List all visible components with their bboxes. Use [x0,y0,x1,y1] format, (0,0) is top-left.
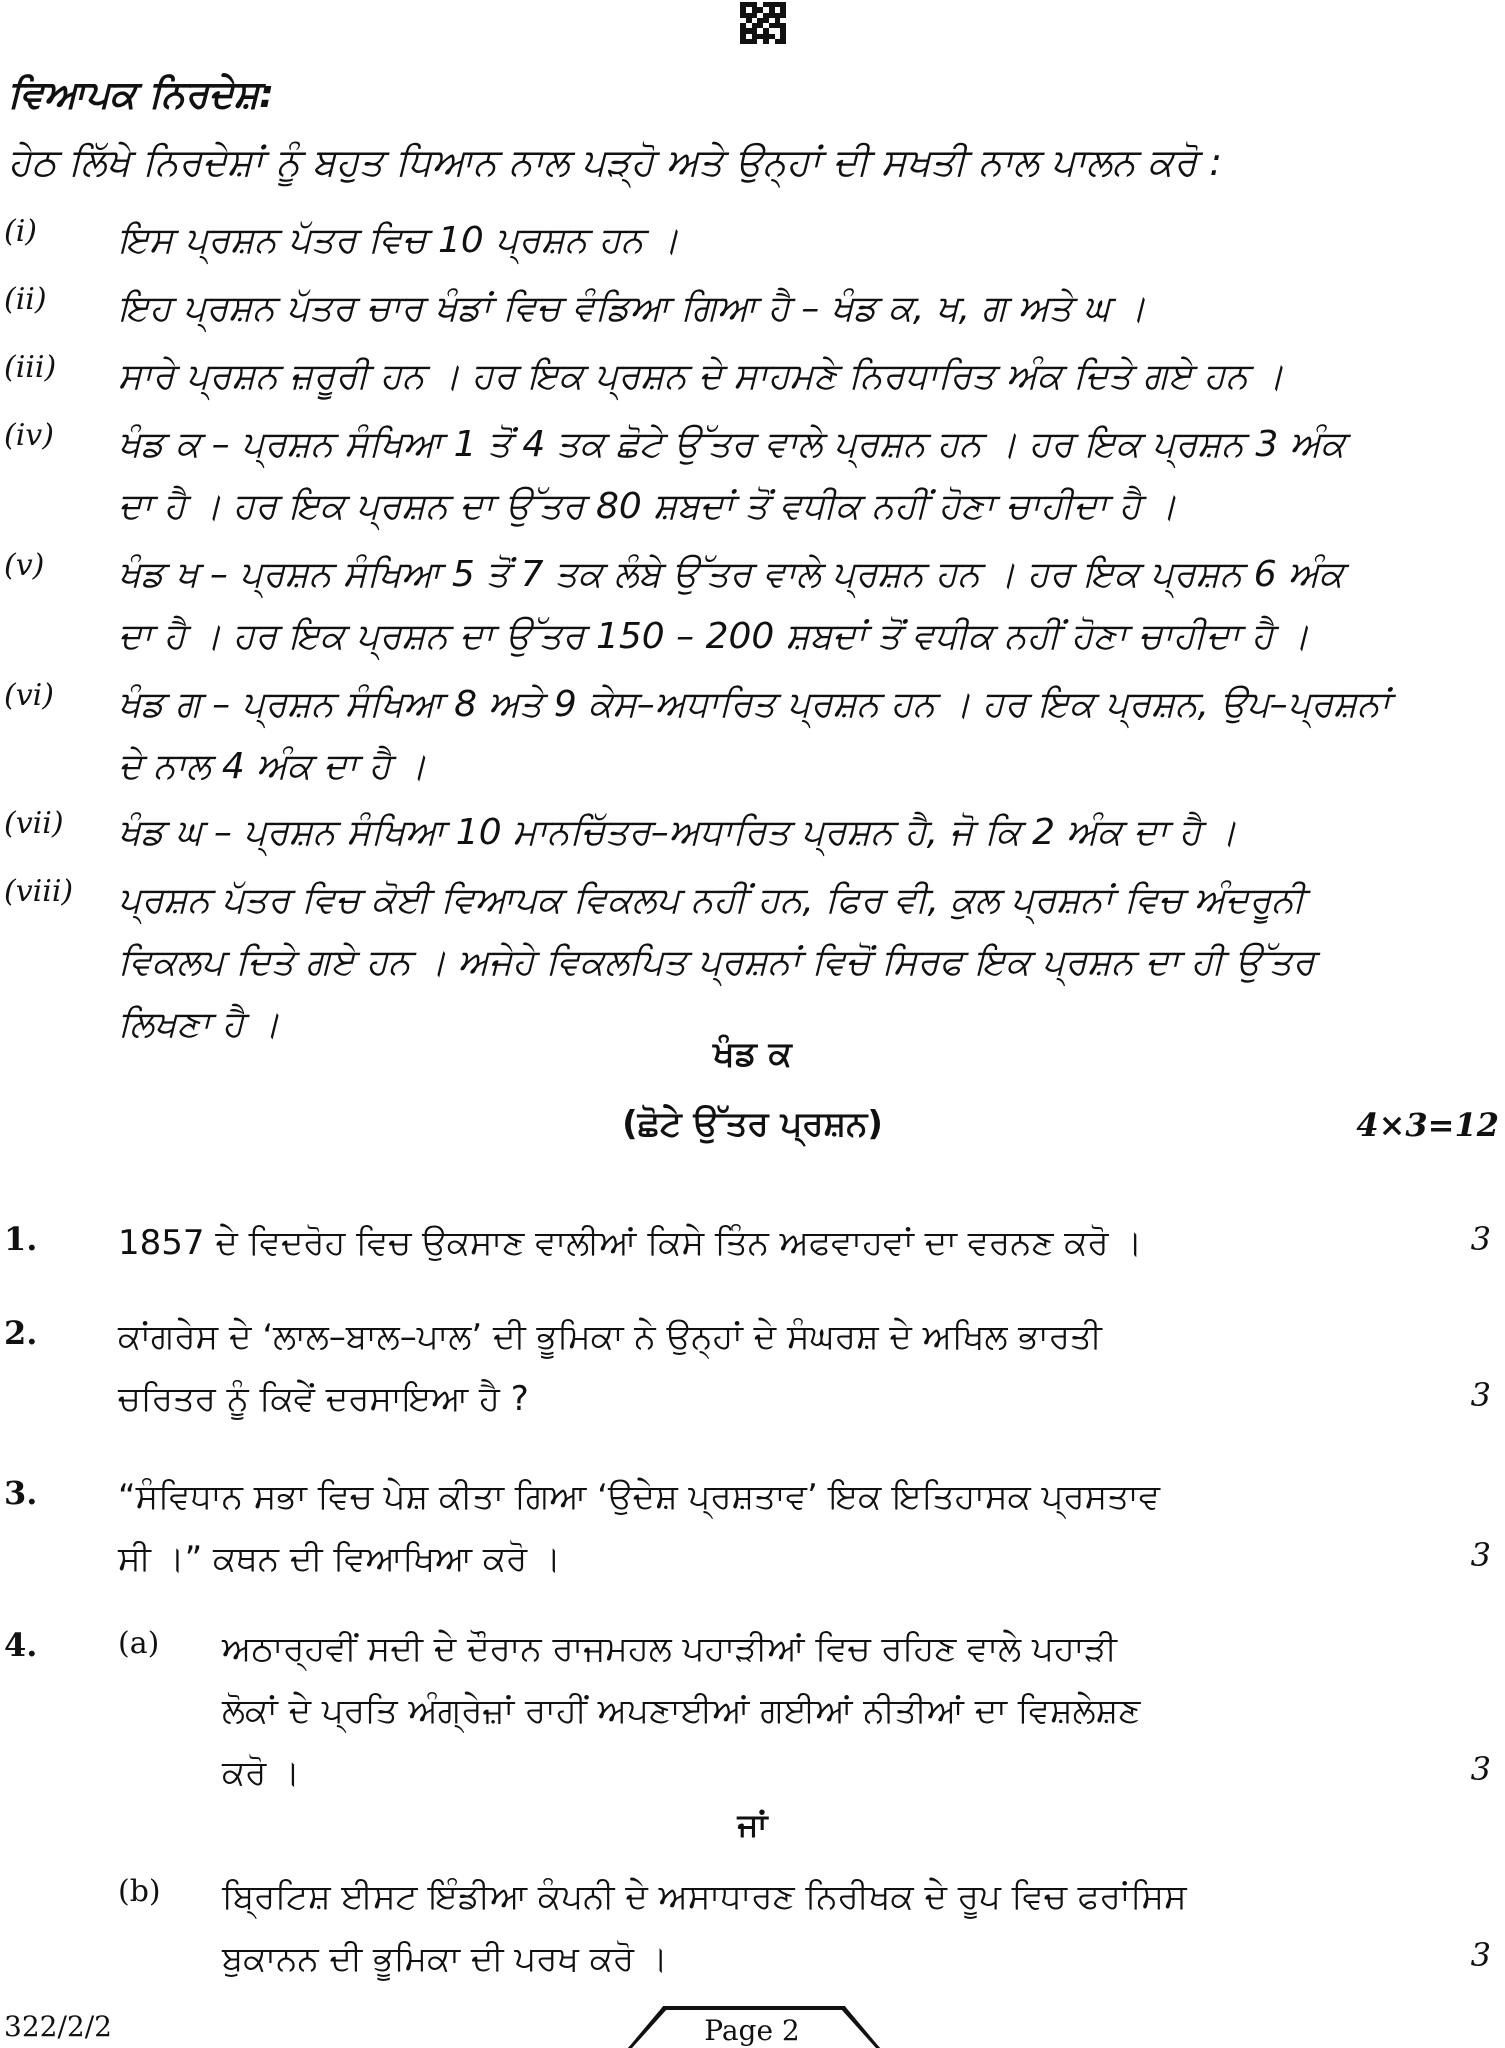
question-number: 3. [4,1474,38,1512]
page-number: Page 2 [704,2014,800,2047]
or-separator: ਜਾਂ [737,1806,768,1844]
subquestion-label: (a) [118,1626,160,1661]
subquestion-text: ਅਠਾਰ੍ਹਵੀਂ ਸਦੀ ਦੇ ਦੌਰਾਨ ਰਾਜਮਹਲ ਪਹਾੜੀਆਂ ਵਿਚ ਰਹਿਣ ਵਾਲੇ ਪਹਾੜੀ ਲੋਕਾਂ ਦੇ ਪ੍ਰਤਿ ਅੰਗ੍ਰੇਜ਼ਾਂ ਰਾਹੀਂ ਅਪਣਾਈਆਂ ਗਈਆਂ ਨੀਤੀਆਂ ਦਾ ਵਿਸ਼ਲੇਸ਼ਣ ਕਰੋ । [222,1629,1141,1793]
instruction-text: ਇਸ ਪ੍ਰਸ਼ਨ ਪੱਤਰ ਵਿਚ 10 ਪ੍ਰਸ਼ਨ ਹਨ । [118,220,680,261]
question-marks: 3 [1470,1220,1491,1258]
instruction-number: (vii) [4,806,64,841]
question-marks: 3 [1470,1936,1491,1974]
question-number: 1. [4,1220,38,1258]
instruction-number: (iv) [4,418,54,453]
subquestion-text: ਬ੍ਰਿਟਿਸ਼ ਈਸਟ ਇੰਡੀਆ ਕੰਪਨੀ ਦੇ ਅਸਾਧਾਰਣ ਨਿਰੀਖਕ ਦੇ ਰੂਪ ਵਿਚ ਫਰਾਂਸਿਸ ਬੁਕਾਨਨ ਦੀ ਭੂਮਿਕਾ ਦੀ ਪਰਖ ਕਰੋ । [222,1877,1187,1979]
general-instructions-intro: ਹੇਠ ਲਿੱਖੇ ਨਿਰਦੇਸ਼ਾਂ ਨੂੰ ਬਹੁਤ ਧਿਆਨ ਨਾਲ ਪੜ੍ਹੋ ਅਤੇ ਉਨ੍ਹਾਂ ਦੀ ਸਖਤੀ ਨਾਲ ਪਾਲਨ ਕਰੋ : [8,140,1223,184]
question-number: 2. [4,1314,38,1352]
question-marks: 3 [1470,1536,1491,1574]
section-title: ਖੰਡ ਕ [713,1034,792,1074]
instruction-number: (vi) [4,678,54,713]
paper-code: 322/2/2 [4,2010,112,2043]
question-text: 1857 ਦੇ ਵਿਦਰੋਹ ਵਿਚ ਉਕਸਾਣ ਵਾਲੀਆਂ ਕਿਸੇ ਤਿੰਨ ਅਫਵਾਹਵਾਂ ਦਾ ਵਰਨਣ ਕਰੋ । [118,1223,1143,1263]
instruction-text: ਪ੍ਰਸ਼ਨ ਪੱਤਰ ਵਿਚ ਕੋਈ ਵਿਆਪਕ ਵਿਕਲਪ ਨਹੀਂ ਹਨ, ਫਿਰ ਵੀ, ਕੁਲ ਪ੍ਰਸ਼ਨਾਂ ਵਿਚ ਅੰਦਰੂਨੀ ਵਿਕਲਪ ਦਿਤੇ ਗਏ ਹਨ । ਅਜੇਹੇ ਵਿਕਲਪਿਤ ਪ੍ਰਸ਼ਨਾਂ ਵਿਚੋਂ ਸਿਰਫ ਇਕ ਪ੍ਰਸ਼ਨ ਦਾ ਹੀ ਉੱਤਰ ਲਿਖਣਾ ਹੈ । [118,880,1315,1045]
instruction-number: (viii) [4,874,74,909]
instruction-text: ਇਹ ਪ੍ਰਸ਼ਨ ਪੱਤਰ ਚਾਰ ਖੰਡਾਂ ਵਿਚ ਵੰਡਿਆ ਗਿਆ ਹੈ – ਖੰਡ ਕ, ਖ, ਗ ਅਤੇ ਘ । [118,288,1146,329]
instruction-text: ਖੰਡ ਖ – ਪ੍ਰਸ਼ਨ ਸੰਖਿਆ 5 ਤੋਂ 7 ਤਕ ਲੰਬੇ ਉੱਤਰ ਵਾਲੇ ਪ੍ਰਸ਼ਨ ਹਨ । ਹਰ ਇਕ ਪ੍ਰਸ਼ਨ 6 ਅੰਕ ਦਾ ਹੈ । ਹਰ ਇਕ ਪ੍ਰਸ਼ਨ ਦਾ ਉੱਤਰ 150 – 200 ਸ਼ਬਦਾਂ ਤੋਂ ਵਧੀਕ ਨਹੀਂ ਹੋਣਾ ਚਾਹੀਦਾ ਹੈ । [118,554,1344,657]
instruction-number: (i) [4,214,38,249]
section-subtitle: (ਛੋਟੇ ਉੱਤਰ ਪ੍ਰਸ਼ਨ) [622,1104,883,1144]
question-marks: 3 [1470,1750,1491,1788]
subquestion-label: (b) [118,1874,161,1909]
question-number: 4. [4,1626,38,1664]
instruction-number: (iii) [4,350,57,385]
qr-code-icon [740,2,786,44]
instruction-number: (ii) [4,282,47,317]
instruction-number: (v) [4,548,45,583]
general-instructions-heading: ਵਿਆਪਕ ਨਿਰਦੇਸ਼: [8,72,275,116]
instruction-text: ਖੰਡ ਘ – ਪ੍ਰਸ਼ਨ ਸੰਖਿਆ 10 ਮਾਨਚਿੱਤਰ–ਅਧਾਰਿਤ ਪ੍ਰਸ਼ਨ ਹੈ, ਜੋ ਕਿ 2 ਅੰਕ ਦਾ ਹੈ । [118,812,1237,853]
instruction-text: ਸਾਰੇ ਪ੍ਰਸ਼ਨ ਜ਼ਰੂਰੀ ਹਨ । ਹਰ ਇਕ ਪ੍ਰਸ਼ਨ ਦੇ ਸਾਹਮਣੇ ਨਿਰਧਾਰਿਤ ਅੰਕ ਦਿਤੇ ਗਏ ਹਨ । [118,356,1284,397]
instruction-text: ਖੰਡ ਗ – ਪ੍ਰਸ਼ਨ ਸੰਖਿਆ 8 ਅਤੇ 9 ਕੇਸ–ਅਧਾਰਿਤ ਪ੍ਰਸ਼ਨ ਹਨ । ਹਰ ਇਕ ਪ੍ਰਸ਼ਨ, ਉਪ–ਪ੍ਰਸ਼ਨਾਂ ਦੇ ਨਾਲ 4 ਅੰਕ ਦਾ ਹੈ । [118,684,1390,787]
question-text: ਕਾਂਗਰੇਸ ਦੇ ‘ਲਾਲ–ਬਾਲ–ਪਾਲ’ ਦੀ ਭੂਮਿਕਾ ਨੇ ਉਨ੍ਹਾਂ ਦੇ ਸੰਘਰਸ਼ ਦੇ ਅਖਿਲ ਭਾਰਤੀ ਚਰਿਤਰ ਨੂੰ ਕਿਵੇਂ ਦਰਸਾਇਆ ਹੈ ? [118,1317,1102,1419]
instruction-text: ਖੰਡ ਕ – ਪ੍ਰਸ਼ਨ ਸੰਖਿਆ 1 ਤੋਂ 4 ਤਕ ਛੋਟੇ ਉੱਤਰ ਵਾਲੇ ਪ੍ਰਸ਼ਨ ਹਨ । ਹਰ ਇਕ ਪ੍ਰਸ਼ਨ 3 ਅੰਕ ਦਾ ਹੈ । ਹਰ ਇਕ ਪ੍ਰਸ਼ਨ ਦਾ ਉੱਤਰ 80 ਸ਼ਬਦਾਂ ਤੋਂ ਵਧੀਕ ਨਹੀਂ ਹੋਣਾ ਚਾਹੀਦਾ ਹੈ । [118,424,1346,527]
section-marks: 4×3=12 [1356,1106,1499,1144]
question-marks: 3 [1470,1376,1491,1414]
question-text: “ਸੰਵਿਧਾਨ ਸਭਾ ਵਿਚ ਪੇਸ਼ ਕੀਤਾ ਗਿਆ ‘ਉਦੇਸ਼ ਪ੍ਰਸ਼ਤਾਵ’ ਇਕ ਇਤਿਹਾਸਕ ਪ੍ਰਸਤਾਵ ਸੀ ।” ਕਥਨ ਦੀ ਵਿਆਖਿਆ ਕਰੋ । [118,1477,1161,1579]
